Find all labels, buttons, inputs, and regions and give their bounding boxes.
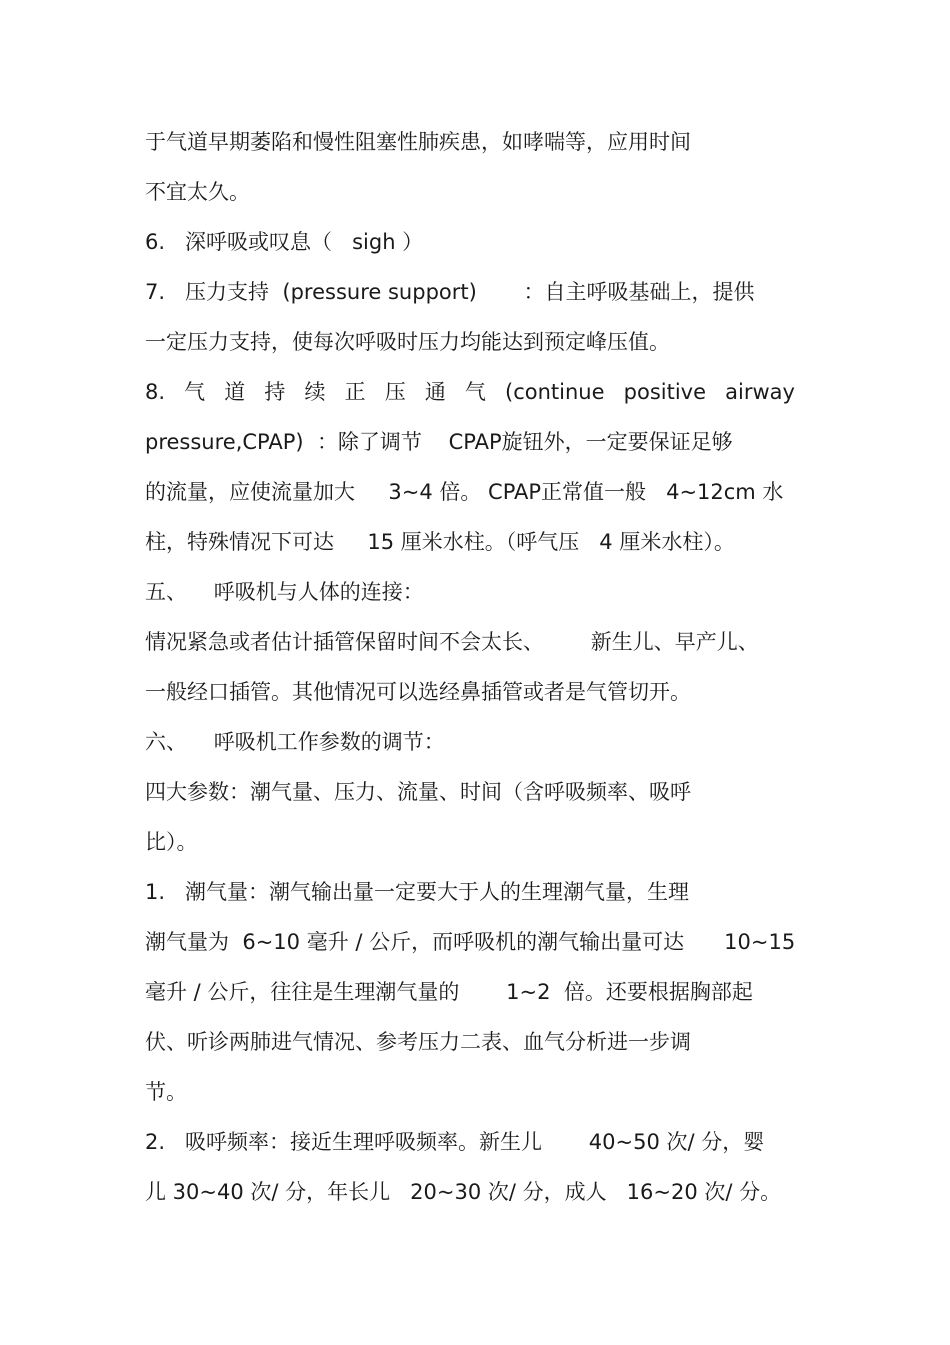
item-8-char: 道 [224,380,246,404]
text-line: 潮气量为 6~10 毫升 / 公斤，而呼吸机的潮气输出量可达 10~15 [145,930,796,954]
item-8-word: airway [725,380,795,404]
section-heading: 六、 呼吸机工作参数的调节： [145,730,445,754]
section-heading: 五、 呼吸机与人体的连接： [145,580,424,604]
text-line: pressure,CPAP) ：除了调节 CPAP旋钮外，一定要保证足够 [145,430,733,454]
text-line: 柱，特殊情况下可达 15 厘米水柱。（呼气压 4 厘米水柱）。 [145,530,735,554]
item-8-word: (continue [505,380,605,404]
text-line: 节。 [145,1080,187,1104]
text-line: 7. 压力支持 (pressure support) ：自主呼吸基础上，提供 [145,280,755,304]
text-line: 一定压力支持，使每次呼吸时压力均能达到预定峰压值。 [145,330,670,354]
item-8-char: 气 [464,380,486,404]
text-line: 四大参数：潮气量、压力、流量、时间（含呼吸频率、吸呼 [145,780,691,804]
item-8-number: 8. [145,380,166,404]
item-8-char: 通 [424,380,446,404]
text-line: 1. 潮气量：潮气输出量一定要大于人的生理潮气量，生理 [145,880,690,904]
item-8-char: 气 [184,380,206,404]
text-line: 一般经口插管。其他情况可以选经鼻插管或者是气管切开。 [145,680,691,704]
text-line: 于气道早期萎陷和慢性阻塞性肺疾患，如哮喘等，应用时间 [145,130,691,154]
text-line: 的流量，应使流量加大 3~4 倍。 CPAP正常值一般 4~12cm 水 [145,480,784,504]
text-line: 伏、听诊两肺进气情况、参考压力二表、血气分析进一步调 [145,1030,691,1054]
item-8-heading-line [145,377,795,407]
text-line: 不宜太久。 [145,180,250,204]
item-8-char: 续 [304,380,326,404]
item-8-char: 压 [384,380,406,404]
item-8-char: 持 [264,380,286,404]
text-line: 情况紧急或者估计插管保留时间不会太长、 新生儿、早产儿、 [145,630,759,654]
text-line: 儿 30~40 次/ 分，年长儿 20~30 次/ 分，成人 16~20 次/ 分。 [145,1180,782,1204]
item-8-char: 正 [344,380,366,404]
text-line: 比）。 [145,830,198,854]
text-line: 毫升 / 公斤，往往是生理潮气量的 1~2 倍。还要根据胸部起 [145,980,753,1004]
item-8-word: positive [623,380,707,404]
text-line: 6. 深呼吸或叹息（ sigh ） [145,230,424,254]
text-line: 2. 吸呼频率：接近生理呼吸频率。新生儿 40~50 次/ 分，婴 [145,1130,765,1154]
